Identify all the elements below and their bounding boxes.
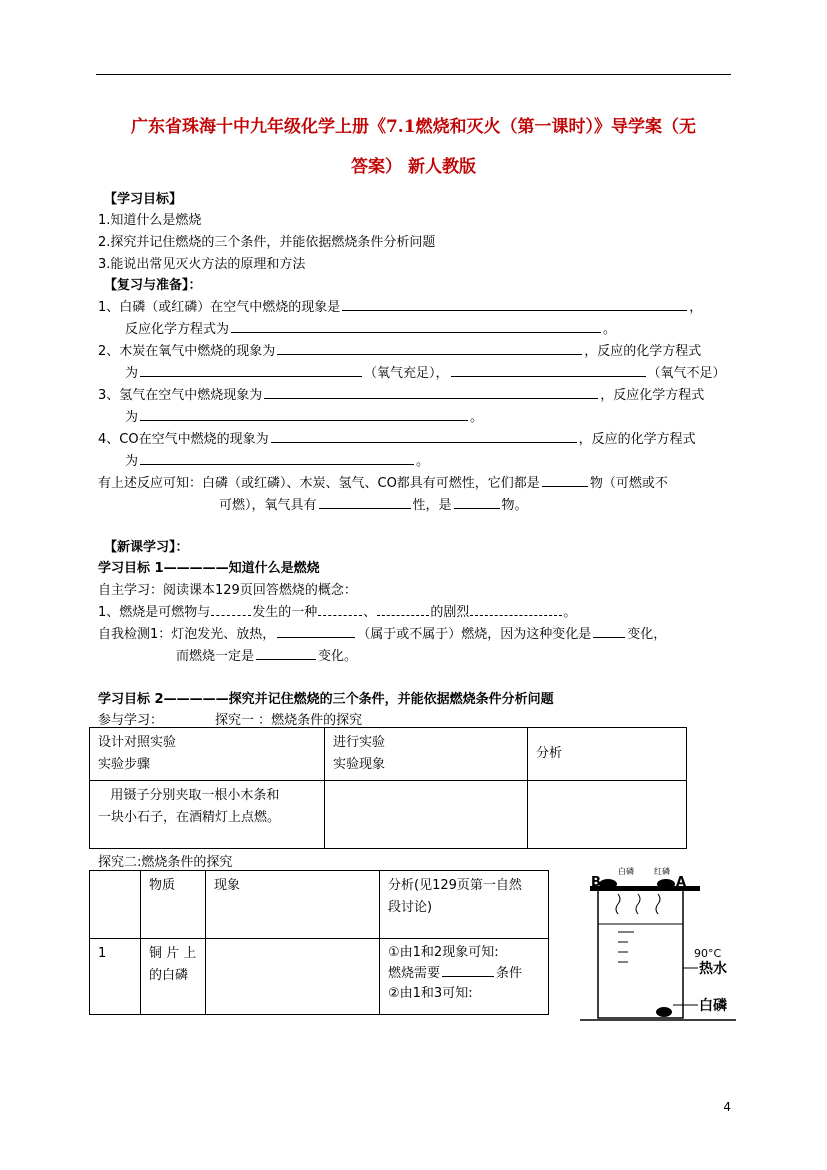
review-q4-line1: 4、CO在空气中燃烧的现象为 ，反应的化学方程式 — [98, 428, 696, 447]
label-honglin: 红磷 — [654, 867, 670, 876]
table2-row1-no: 1 — [90, 939, 141, 1015]
blank[interactable] — [277, 624, 355, 638]
blank[interactable] — [377, 602, 429, 616]
table2-header-phenomenon: 现象 — [206, 871, 380, 939]
explore2-label: 探究二:燃烧条件的探究 — [98, 855, 233, 870]
white-phosphorus-underwater — [656, 1007, 672, 1017]
blank[interactable] — [140, 451, 414, 465]
table1-phenomenon-cell[interactable] — [325, 781, 528, 849]
objective-2: 2.探究并记住燃烧的三个条件，并能依据燃烧条件分析问题 — [98, 235, 436, 250]
blank[interactable] — [264, 385, 598, 399]
blank[interactable] — [256, 646, 316, 660]
definition-line: 1、燃烧是可燃物与 发生的一种 、 的剧烈 。 — [98, 601, 576, 620]
q1-eq-text: 反应化学方程式为 — [125, 322, 230, 337]
table2-header-material: 物质 — [141, 871, 206, 939]
table1-analysis-cell[interactable] — [528, 781, 687, 849]
check1-line2: 而燃烧一定是 变化。 — [176, 645, 357, 664]
blank[interactable] — [231, 319, 601, 333]
objectives-heading: 【学习目标】 — [104, 192, 183, 207]
blank[interactable] — [140, 407, 468, 421]
goal1: 学习目标 1—————知道什么是燃烧 — [98, 561, 320, 576]
table1-header-3: 分析 — [528, 728, 687, 781]
blank[interactable] — [277, 341, 582, 355]
participate-label: 参与学习： — [98, 713, 164, 728]
hot-water-label: 热水 — [699, 961, 727, 977]
review-q3-line1: 3、氢气在空气中燃烧现象为 ，反应化学方程式 — [98, 384, 704, 403]
review-q2-line1: 2、木炭在氧气中燃烧的现象为 ，反应的化学方程式 — [98, 340, 701, 359]
table2-header-no — [90, 871, 141, 939]
table2-row1-phenomenon[interactable] — [206, 939, 380, 1015]
review-q1-line1: 1、白磷（或红磷）在空气中燃烧的现象是 ， — [98, 296, 702, 315]
red-phosphorus-on-plate — [657, 879, 675, 889]
label-b: B — [591, 875, 601, 890]
page-number: 4 — [723, 1100, 731, 1114]
table1-header-1: 设计对照实验 实验步骤 — [90, 728, 325, 781]
top-rule — [96, 74, 731, 75]
objective-1: 1.知道什么是燃烧 — [98, 213, 202, 228]
check1-line1: 自我检测1：灯泡发光、放热， （属于或不属于）燃烧，因为这种变化是 变化， — [98, 623, 666, 642]
blank[interactable] — [271, 429, 577, 443]
explore1-table — [89, 727, 687, 849]
self-study: 自主学习：阅读课本129页回答燃烧的概念： — [98, 583, 357, 598]
white-phosphorus-label: 白磷 — [699, 998, 727, 1014]
label-bailin-top: 白磷 — [618, 867, 634, 876]
blank[interactable] — [470, 602, 562, 616]
table1-header-2: 进行实验 实验现象 — [325, 728, 528, 781]
blank[interactable] — [442, 963, 494, 977]
goal2: 学习目标 2—————探究并记住燃烧的三个条件，并能依据燃烧条件分析问题 — [98, 692, 554, 707]
blank[interactable] — [454, 495, 500, 509]
review-summary-line1: 有上述反应可知：白磷（或红磷）、木炭、氢气、CO都具有可燃性，它们都是 物（可燃或不 — [98, 472, 668, 491]
review-q3-line2: 为 。 — [125, 406, 483, 425]
explore1-label: 探究一 ：燃烧条件的探究 — [215, 713, 363, 728]
blank[interactable] — [319, 495, 411, 509]
blank[interactable] — [140, 363, 362, 377]
review-q4-line2: 为 。 — [125, 450, 429, 469]
table2-row1-material: 铜 片 上 的白磷 — [141, 939, 206, 1015]
blank[interactable] — [593, 624, 625, 638]
objective-3: 3.能说出常见灭火方法的原理和方法 — [98, 257, 306, 272]
document-title-line1: 广东省珠海十中九年级化学上册《7.1燃烧和灭火（第一课时）》导学案（无 — [130, 117, 697, 137]
combustion-experiment-figure — [578, 862, 738, 1024]
review-q2-line2: 为 （氧气充足）， （氧气不足） — [125, 362, 726, 381]
blank[interactable] — [342, 297, 687, 311]
table2-header-analysis: 分析(见129页第一自然 段讨论) — [380, 871, 549, 939]
newlesson-heading: 【新课学习】： — [104, 540, 189, 555]
steam-icon — [616, 894, 620, 914]
review-heading: 【复习与准备】： — [104, 278, 202, 293]
review-summary-line2: 可燃），氧气具有 性，是 物。 — [219, 494, 528, 513]
review-q1-line2: 反应化学方程式为 。 — [125, 318, 616, 337]
explore2-table — [89, 870, 549, 1015]
white-phosphorus-on-plate — [599, 879, 617, 889]
blank[interactable] — [211, 602, 251, 616]
table1-step-cell: 用镊子分别夹取一根小木条和 一块小石子，在酒精灯上点燃。 — [90, 781, 325, 849]
temperature-label: 90°C — [694, 947, 722, 960]
label-a: A — [676, 875, 687, 890]
table2-row1-analysis: ①由1和2现象可知: 燃烧需要 条件 ②由1和3可知: — [380, 939, 549, 1015]
blank[interactable] — [318, 602, 362, 616]
document-title-line2: 答案） 新人教版 — [351, 157, 476, 177]
blank[interactable] — [542, 473, 588, 487]
blank[interactable] — [451, 363, 646, 377]
beaker — [598, 891, 683, 1018]
q1-text: 1、白磷（或红磷）在空气中燃烧的现象是 — [98, 300, 341, 315]
